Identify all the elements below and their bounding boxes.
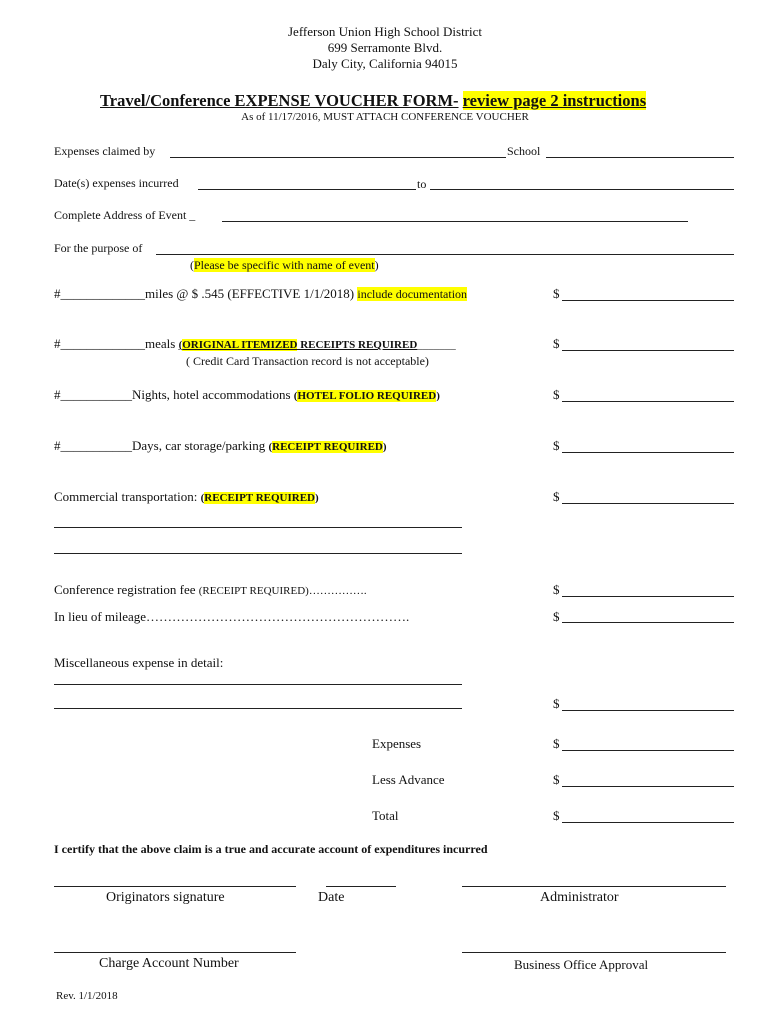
parking-row xyxy=(54,438,387,454)
administrator-signature-field[interactable] xyxy=(462,886,726,887)
misc-label: Miscellaneous expense in detail: xyxy=(54,655,224,670)
event-address-label: Complete Address of Event _ xyxy=(54,208,196,222)
originator-signature-field[interactable] xyxy=(54,886,296,887)
miles-label: #_____________miles @ $ .545 (EFFECTIVE 1/1/2018) xyxy=(54,286,355,301)
hotel-amount-field[interactable] xyxy=(562,401,734,402)
dates-label: Date(s) expenses incurred xyxy=(54,176,179,190)
meals-label: #_____________meals xyxy=(54,336,179,351)
purpose-note-highlight: Please be specific with name of event xyxy=(194,258,375,272)
hotel-dollar: $ xyxy=(553,387,560,402)
district-name: Jefferson Union High School District xyxy=(287,24,483,39)
district-city: Daly City, California 94015 xyxy=(312,56,458,71)
registration-label: Conference registration fee xyxy=(54,582,199,597)
business-office-approval-field[interactable] xyxy=(462,952,726,953)
event-address-field[interactable] xyxy=(222,221,688,222)
school-field[interactable] xyxy=(546,157,734,158)
date-from-field[interactable] xyxy=(198,189,416,190)
transport-paren-close: ) xyxy=(315,492,319,504)
misc-amount-field[interactable] xyxy=(562,710,734,711)
meals-note: ( Credit Card Transaction record is not acceptable) xyxy=(186,354,429,368)
registration-dollar: $ xyxy=(553,582,560,597)
revision-date: Rev. 1/1/2018 xyxy=(56,990,118,1002)
meals-rest: RECEIPTS REQUIRED xyxy=(297,339,418,351)
registration-amount-field[interactable] xyxy=(562,596,734,597)
transport-highlight: RECEIPT REQUIRED xyxy=(204,492,315,504)
form-title-highlight: review page 2 instructions xyxy=(462,91,647,110)
date-to-field[interactable] xyxy=(430,189,734,190)
miles-highlight: include documentation xyxy=(357,287,468,301)
meals-amount-field[interactable] xyxy=(562,350,734,351)
registration-note: (RECEIPT REQUIRED)……………. xyxy=(198,585,367,597)
hotel-row xyxy=(54,387,440,403)
parking-highlight: RECEIPT REQUIRED xyxy=(272,441,383,453)
meals-trail: _______ xyxy=(417,339,456,351)
transport-row xyxy=(54,489,319,505)
expenses-dollar: $ xyxy=(553,736,560,751)
district-address: 699 Serramonte Blvd. xyxy=(327,40,443,55)
transport-amount-field[interactable] xyxy=(562,503,734,504)
claimed-by-field[interactable] xyxy=(170,157,506,158)
mileage-lieu-dollar: $ xyxy=(553,609,560,624)
hotel-paren-close: ) xyxy=(436,390,440,402)
misc-detail-line-1[interactable] xyxy=(54,684,462,685)
meals-row xyxy=(54,336,456,352)
transport-dollar: $ xyxy=(553,489,560,504)
transport-detail-line-2[interactable] xyxy=(54,553,462,554)
less-advance-label: Less Advance xyxy=(372,772,445,787)
purpose-note xyxy=(190,258,379,273)
purpose-note-close: ) xyxy=(374,258,379,272)
total-label: Total xyxy=(372,808,399,823)
dates-to-label: to xyxy=(417,177,427,191)
claimed-by-label: Expenses claimed by xyxy=(54,144,156,158)
charge-account-field[interactable] xyxy=(54,952,296,953)
meals-highlight: ORIGINAL ITEMIZED xyxy=(182,339,298,351)
less-advance-amount-field[interactable] xyxy=(562,786,734,787)
date-label: Date xyxy=(318,890,345,905)
purpose-note-open: ( xyxy=(190,258,194,272)
registration-row xyxy=(54,582,367,598)
mileage-lieu-amount-field[interactable] xyxy=(562,622,734,623)
parking-amount-field[interactable] xyxy=(562,452,734,453)
administrator-label: Administrator xyxy=(540,890,619,905)
parking-paren-open: ( xyxy=(268,441,273,453)
miles-row xyxy=(54,286,467,302)
purpose-field[interactable] xyxy=(156,254,734,255)
business-office-label: Business Office Approval xyxy=(514,957,649,972)
form-title xyxy=(100,91,646,111)
miles-amount-field[interactable] xyxy=(562,300,734,301)
less-advance-dollar: $ xyxy=(553,772,560,787)
originator-signature-label: Originators signature xyxy=(106,890,225,905)
misc-detail-line-2[interactable] xyxy=(54,708,462,709)
misc-dollar: $ xyxy=(553,696,560,711)
hotel-highlight: HOTEL FOLIO REQUIRED xyxy=(297,390,437,402)
hotel-paren-open: ( xyxy=(293,390,298,402)
parking-dollar: $ xyxy=(553,438,560,453)
form-title-main: Travel/Conference EXPENSE VOUCHER FORM- xyxy=(100,91,459,110)
hotel-label: #___________Nights, hotel accommodations xyxy=(54,387,294,402)
transport-detail-line-1[interactable] xyxy=(54,527,462,528)
charge-account-label: Charge Account Number xyxy=(99,956,239,971)
total-dollar: $ xyxy=(553,808,560,823)
date-signature-field[interactable] xyxy=(326,886,396,887)
school-label: School xyxy=(507,144,541,158)
form-subtitle: As of 11/17/2016, MUST ATTACH CONFERENCE VOUCHER xyxy=(241,111,529,123)
transport-paren-open: ( xyxy=(200,492,205,504)
miles-dollar: $ xyxy=(553,286,560,301)
parking-paren-close: ) xyxy=(382,441,387,453)
expenses-label: Expenses xyxy=(372,736,422,751)
expenses-amount-field[interactable] xyxy=(562,750,734,751)
purpose-label: For the purpose of xyxy=(54,241,143,255)
mileage-lieu-label: In lieu of mileage……………………………………………………. xyxy=(54,609,410,624)
meals-paren: ( xyxy=(178,339,183,351)
certification-statement: I certify that the above claim is a true and accurate account of expenditures incurred xyxy=(54,842,488,856)
meals-dollar: $ xyxy=(553,336,560,351)
total-amount-field[interactable] xyxy=(562,822,734,823)
transport-label: Commercial transportation: xyxy=(54,489,201,504)
parking-label: #___________Days, car storage/parking xyxy=(54,438,269,453)
